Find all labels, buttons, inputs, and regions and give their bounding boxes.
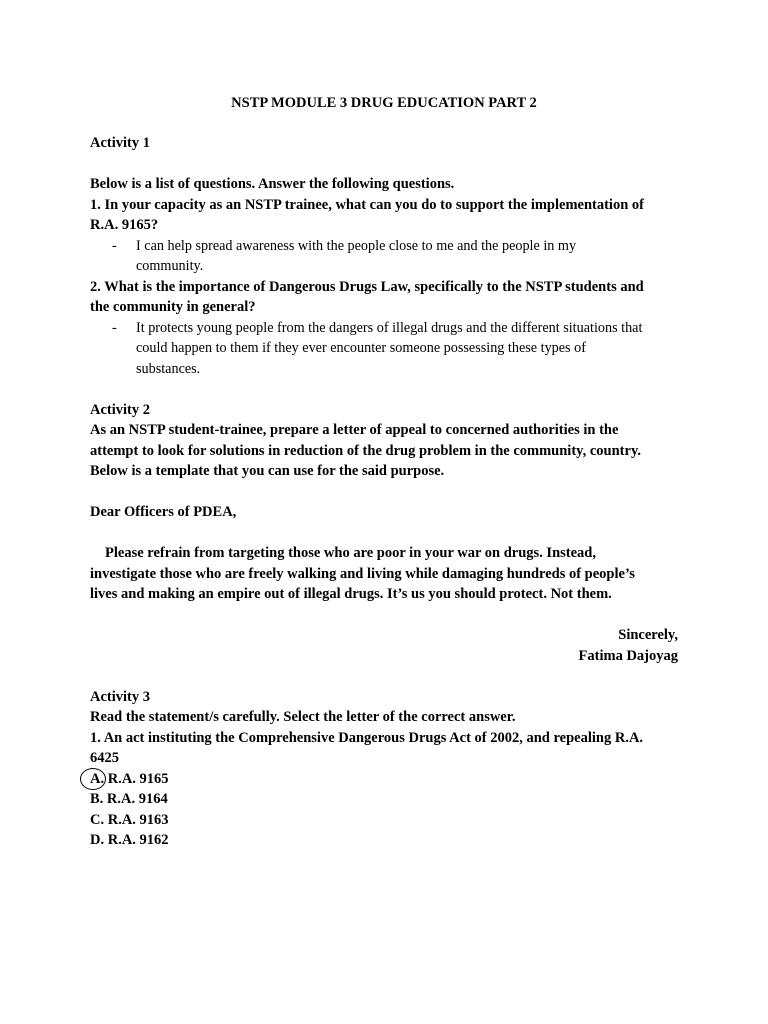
spacer: [90, 523, 678, 544]
letter-salutation: Dear Officers of PDEA,: [90, 504, 237, 520]
activity1-answer2: [90, 318, 678, 380]
answer2-line3: substances.: [136, 360, 201, 377]
answer-choice-a: [90, 769, 678, 790]
spacer: [90, 154, 678, 175]
document-content: [90, 133, 678, 851]
letter-body-line2: investigate those who are freely walking and living while damaging hundreds of people’s: [90, 565, 635, 582]
activity1-question2-line2: the community in general?: [90, 299, 256, 315]
selected-answer-circle: [80, 768, 106, 790]
activity2-instruction-line3: Below is a template that you can use for the said purpose.: [90, 463, 445, 479]
activity2-instruction-line1: As an NSTP student-trainee, prepare a letter of appeal to concerned authorities in the: [90, 422, 619, 438]
answer-choice-d: D. R.A. 9162: [90, 832, 169, 848]
answer1-line1: I can help spread awareness with the people close to me and the people in my: [136, 237, 577, 254]
spacer: [90, 482, 678, 503]
activity3-question1-line2: 6425: [90, 750, 119, 766]
answer2-line2: could happen to them if they ever encounter someone possessing these types of: [136, 340, 586, 356]
letter-body-line3: lives and making an empire out of illegal drugs. It’s us you should protect. Not them.: [90, 586, 612, 602]
answer1-line2: community.: [136, 258, 204, 274]
activity3-question1-line1: 1. An act instituting the Comprehensive Dangerous Drugs Act of 2002, and repealing R.A.: [90, 729, 644, 746]
letter-closing: Sincerely,: [618, 627, 678, 643]
activity1-instruction: Below is a list of questions. Answer the following questions.: [90, 176, 455, 192]
choice-a-label: A. R.A. 9165: [90, 770, 169, 787]
activity1-question1-line2: R.A. 9165?: [90, 217, 159, 233]
activity1-answer1: [90, 236, 678, 277]
activity2-instruction-line2: attempt to look for solutions in reduction of the drug problem in the community, country.: [90, 442, 642, 459]
activity1-question1-line1: 1. In your capacity as an NSTP trainee, what can you do to support the implementation of: [90, 196, 644, 213]
activity1-heading: Activity 1: [90, 135, 150, 151]
spacer: [90, 379, 678, 400]
answer2-line1: It protects young people from the dangers of illegal drugs and the different situations that: [136, 319, 643, 336]
activity1-question2-line1: 2. What is the importance of Dangerous Drugs Law, specifically to the NSTP students and: [90, 278, 644, 295]
answer-choice-c: C. R.A. 9163: [90, 811, 169, 828]
document-title: NSTP MODULE 3 DRUG EDUCATION PART 2: [231, 95, 537, 111]
spacer: [90, 666, 678, 687]
letter-signature: Fatima Dajoyag: [578, 647, 678, 664]
spacer: [90, 605, 678, 626]
activity3-heading: Activity 3: [90, 688, 150, 705]
answer-choice-b: B. R.A. 9164: [90, 791, 168, 807]
activity3-instruction: Read the statement/s carefully. Select the letter of the correct answer.: [90, 709, 516, 725]
bullet-dash: -: [112, 237, 117, 254]
activity2-heading: Activity 2: [90, 401, 150, 418]
letter-body-line1: Please refrain from targeting those who are poor in your war on drugs. Instead,: [105, 545, 596, 561]
bullet-dash: -: [112, 319, 117, 336]
